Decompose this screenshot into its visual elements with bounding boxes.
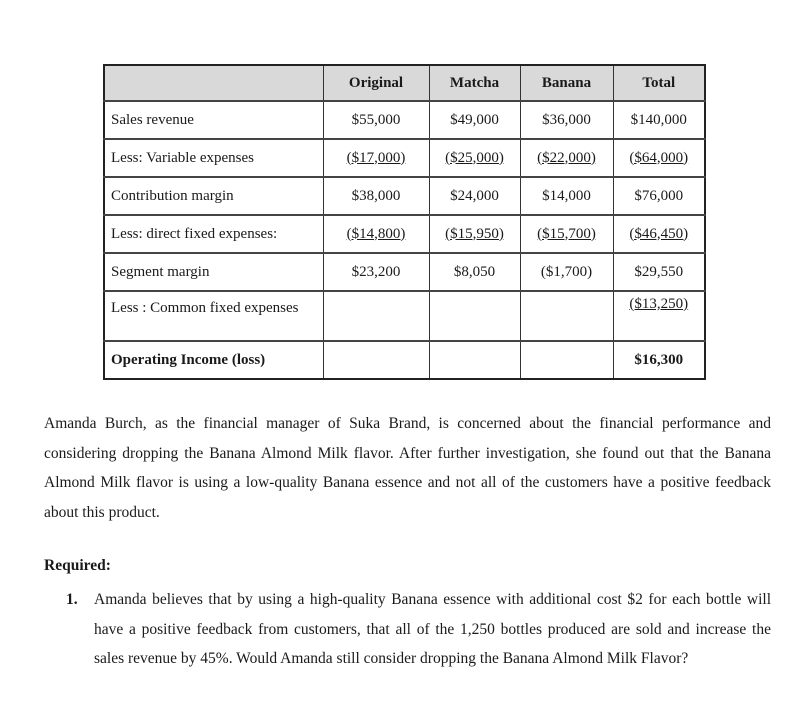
- required-item: [66, 585, 771, 674]
- segment-income-table: [103, 64, 706, 380]
- cell-total: $16,300: [613, 341, 705, 379]
- cell-original: $38,000: [323, 177, 429, 215]
- cell-banana: $36,000: [520, 101, 613, 139]
- cell-total: ($64,000): [613, 139, 705, 177]
- cell-matcha: [429, 291, 520, 341]
- required-item-number: 1.: [66, 591, 78, 608]
- row-direct-fixed-expenses: [104, 215, 705, 253]
- row-label: Less: direct fixed expenses:: [104, 215, 323, 253]
- row-label: Less: Variable expenses: [104, 139, 323, 177]
- cell-banana: [520, 341, 613, 379]
- cell-original: ($17,000): [323, 139, 429, 177]
- cell-original: [323, 291, 429, 341]
- cell-matcha: ($25,000): [429, 139, 520, 177]
- header-total: Total: [613, 65, 705, 101]
- table-header-row: [104, 65, 705, 101]
- cell-original: $55,000: [323, 101, 429, 139]
- cell-original: [323, 341, 429, 379]
- cell-total: ($46,450): [613, 215, 705, 253]
- cell-banana: ($22,000): [520, 139, 613, 177]
- cell-banana: $14,000: [520, 177, 613, 215]
- cell-banana: ($15,700): [520, 215, 613, 253]
- cell-matcha: ($15,950): [429, 215, 520, 253]
- header-original: Original: [323, 65, 429, 101]
- cell-banana: [520, 291, 613, 341]
- cell-matcha: $8,050: [429, 253, 520, 291]
- cell-total: $76,000: [613, 177, 705, 215]
- cell-banana: ($1,700): [520, 253, 613, 291]
- row-label: Sales revenue: [104, 101, 323, 139]
- header-banana: Banana: [520, 65, 613, 101]
- scenario-paragraph: Amanda Burch, as the financial manager of Suka Brand, is concerned about the financial performance and considering dropping the Banana Almond Milk flavor. After further investigation, she found out that the Banana Almond Milk flavor is using a low-quality Banana essence and not all of the customers have a positive feedback about this product.: [44, 415, 771, 521]
- header-blank: [104, 65, 323, 101]
- row-operating-income: [104, 341, 705, 379]
- cell-original: $23,200: [323, 253, 429, 291]
- required-item-text: Amanda believes that by using a high-quality Banana essence with additional cost $2 for each bottle will have a positive feedback from customers, that all of the 1,250 bottles produced are sold and increase the sales revenue by 45%. Would Amanda still consider dropping the Banana Almond Milk Flavor?: [94, 591, 771, 667]
- row-contribution-margin: [104, 177, 705, 215]
- required-heading: Required:: [44, 557, 111, 574]
- row-label: Less : Common fixed expenses: [104, 291, 323, 341]
- cell-total: $29,550: [613, 253, 705, 291]
- cell-matcha: $49,000: [429, 101, 520, 139]
- row-variable-expenses: [104, 139, 705, 177]
- row-label: Segment margin: [104, 253, 323, 291]
- header-matcha: Matcha: [429, 65, 520, 101]
- cell-total: ($13,250): [613, 291, 705, 341]
- row-segment-margin: [104, 253, 705, 291]
- cell-matcha: [429, 341, 520, 379]
- row-label: Contribution margin: [104, 177, 323, 215]
- row-label: Operating Income (loss): [104, 341, 323, 379]
- row-sales-revenue: [104, 101, 705, 139]
- cell-total: $140,000: [613, 101, 705, 139]
- cell-matcha: $24,000: [429, 177, 520, 215]
- cell-original: ($14,800): [323, 215, 429, 253]
- row-common-fixed-expenses: [104, 291, 705, 341]
